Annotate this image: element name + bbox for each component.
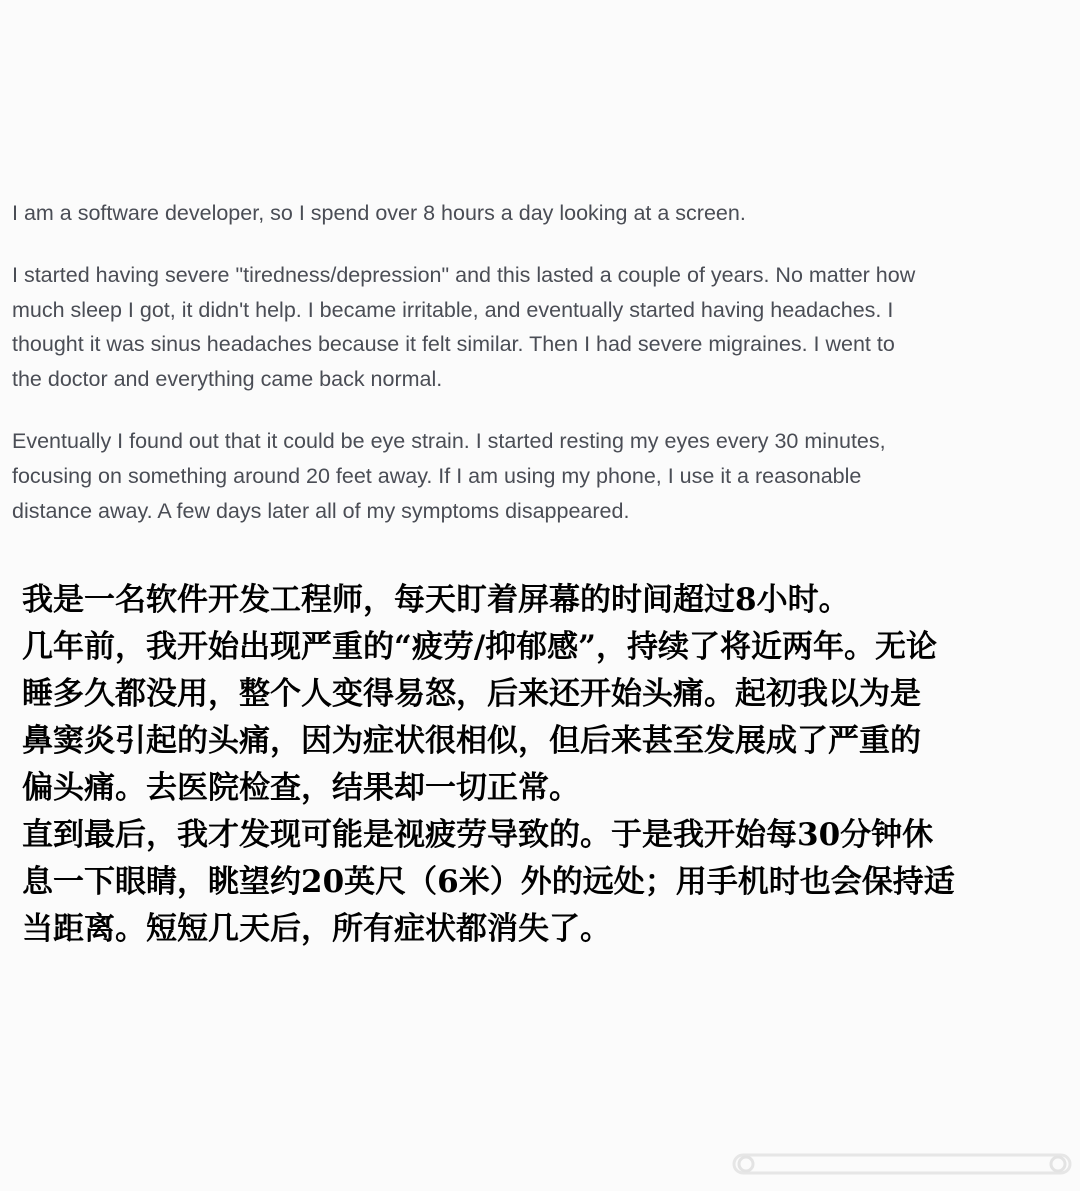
- english-paragraph-3: [12, 424, 1076, 528]
- chinese-line: 睡多久都没用，整个人变得易怒，后来还开始头痛。起初我以为是: [22, 676, 921, 712]
- text-line: thought it was sinus headaches because it felt similar. Then I had severe migraines. I went to: [12, 332, 895, 357]
- chinese-line: 直到最后，我才发现可能是视疲劳导致的。于是我开始每30分钟休: [22, 817, 934, 853]
- chinese-line: 鼻窦炎引起的头痛，因为症状很相似，但后来甚至发展成了严重的: [22, 723, 921, 759]
- watermark-graphic: [732, 1149, 1072, 1179]
- text-line: Eventually I found out that it could be eye strain. I started resting my eyes every 30 minutes,: [12, 428, 886, 453]
- english-paragraph-1: [12, 196, 1076, 231]
- text-line: I started having severe "tiredness/depression" and this lasted a couple of years. No matter how: [12, 262, 916, 287]
- text-line: distance away. A few days later all of my symptoms disappeared.: [12, 498, 630, 523]
- chinese-line: 我是一名软件开发工程师，每天盯着屏幕的时间超过8小时。: [22, 582, 850, 618]
- text-line: much sleep I got, it didn't help. I became irritable, and eventually started having headaches. I: [12, 297, 894, 322]
- chinese-translation-block: [22, 577, 1078, 953]
- chinese-line: 偏头痛。去医院检查，结果却一切正常。: [22, 770, 580, 806]
- chinese-line: 息一下眼睛，眺望约20英尺（6米）外的远处；用手机时也会保持适: [22, 864, 955, 900]
- chinese-line: 几年前，我开始出现严重的“疲劳/抑郁感”，持续了将近两年。无论: [22, 629, 937, 665]
- chinese-line: 当距离。短短几天后，所有症状都消失了。: [22, 911, 611, 947]
- text-line: the doctor and everything came back normal.: [12, 367, 443, 392]
- english-paragraph-2: [12, 258, 1076, 397]
- english-text-block: [12, 196, 1076, 555]
- text-line: focusing on something around 20 feet away. If I am using my phone, I use it a reasonable: [12, 463, 862, 488]
- text-line: I am a software developer, so I spend over 8 hours a day looking at a screen.: [12, 201, 746, 225]
